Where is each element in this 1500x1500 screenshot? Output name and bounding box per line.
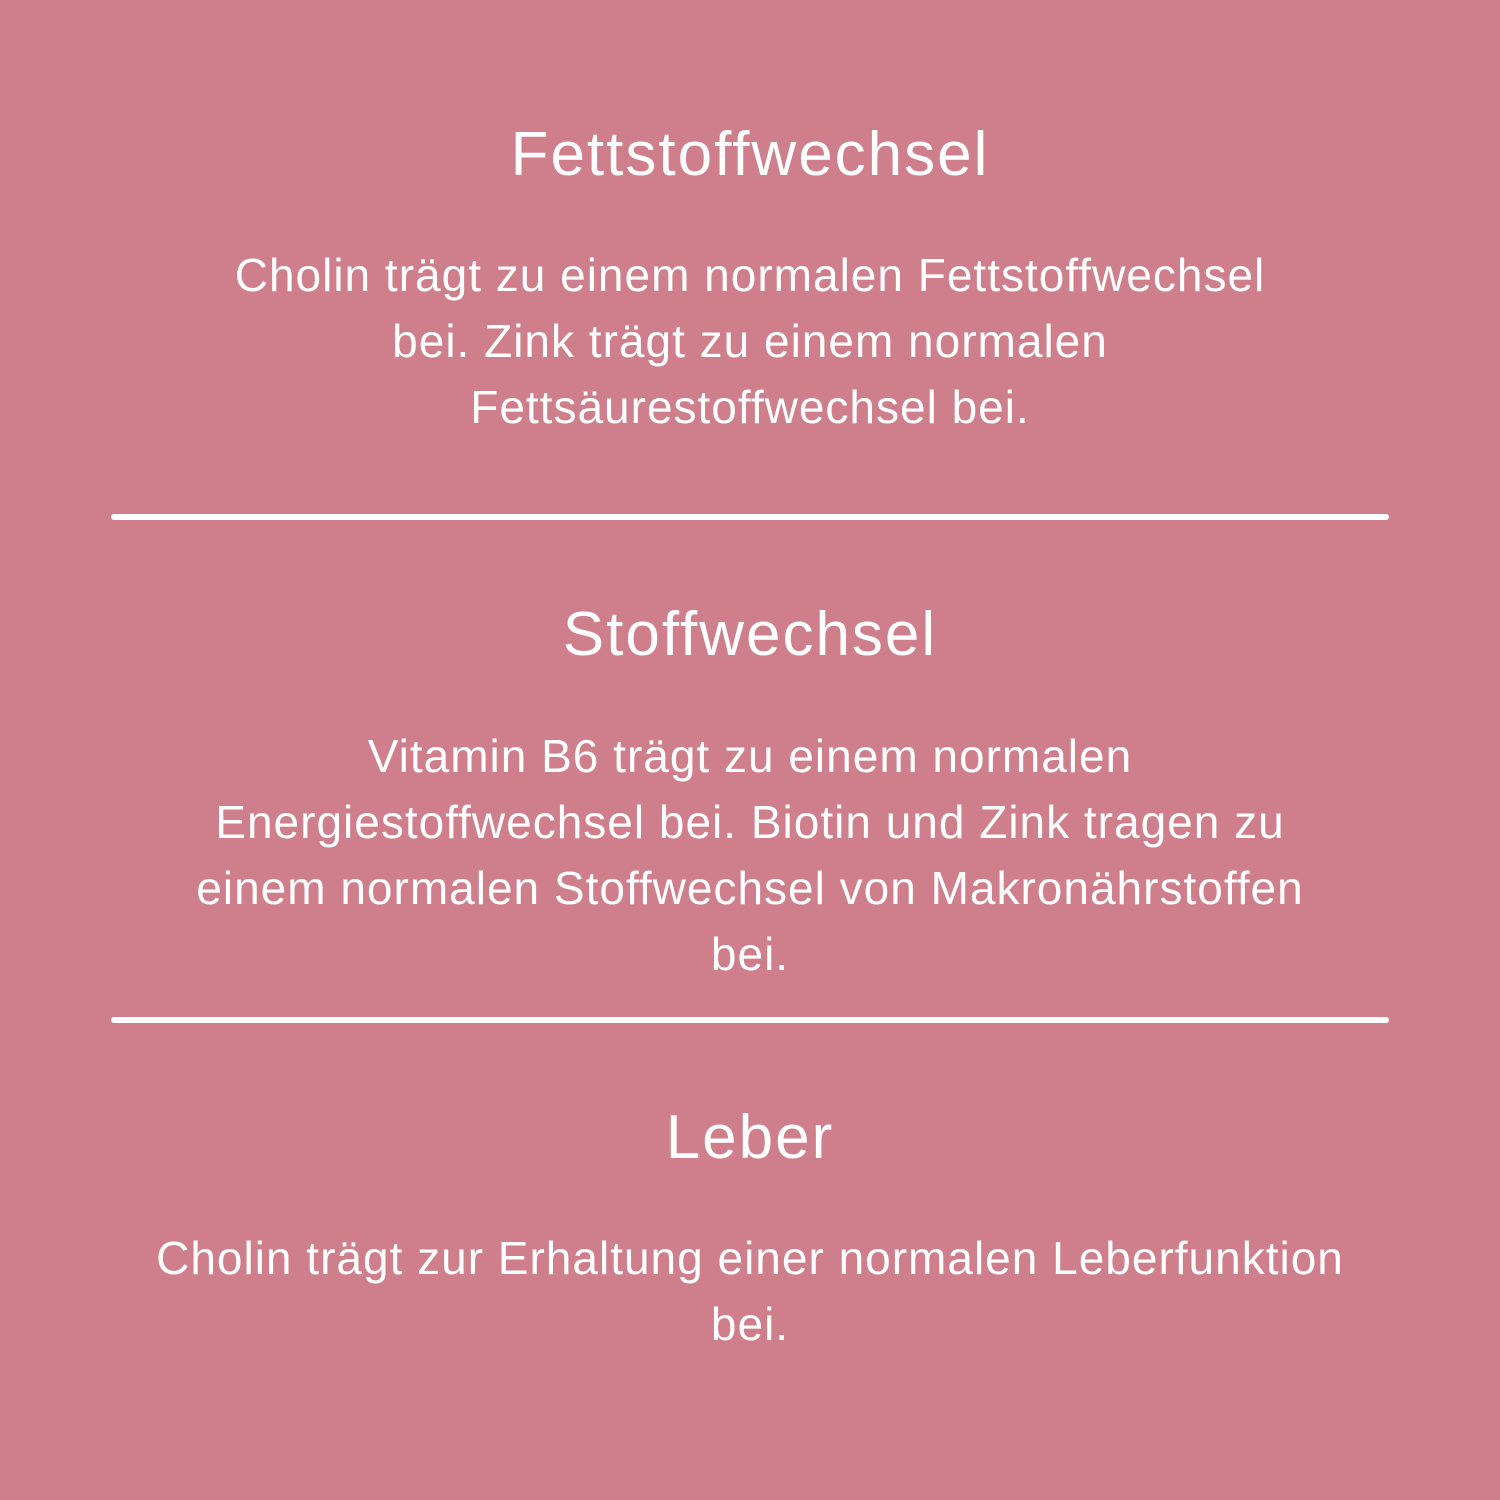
section-stoffwechsel (0, 520, 1500, 987)
section-heading-fettstoffwechsel: Fettstoffwechsel (510, 120, 990, 189)
section-leber (0, 1023, 1500, 1357)
section-body-fettstoffwechsel: Cholin trägt zu einem normalen Fettstoffwechsel bei. Zink trägt zu einem normalen Fettsäurestoffwechsel bei. (234, 249, 1266, 433)
section-body-leber: Cholin trägt zur Erhaltung einer normalen Leberfunktion bei. (156, 1232, 1344, 1350)
section-heading-stoffwechsel: Stoffwechsel (562, 600, 938, 669)
section-fettstoffwechsel (0, 0, 1500, 440)
section-heading-leber: Leber (665, 1103, 835, 1172)
section-body-stoffwechsel: Vitamin B6 trägt zu einem normalen Energiestoffwechsel bei. Biotin und Zink tragen zu einem normalen Stoffwechsel von Makronährstoffen bei. (196, 730, 1304, 980)
